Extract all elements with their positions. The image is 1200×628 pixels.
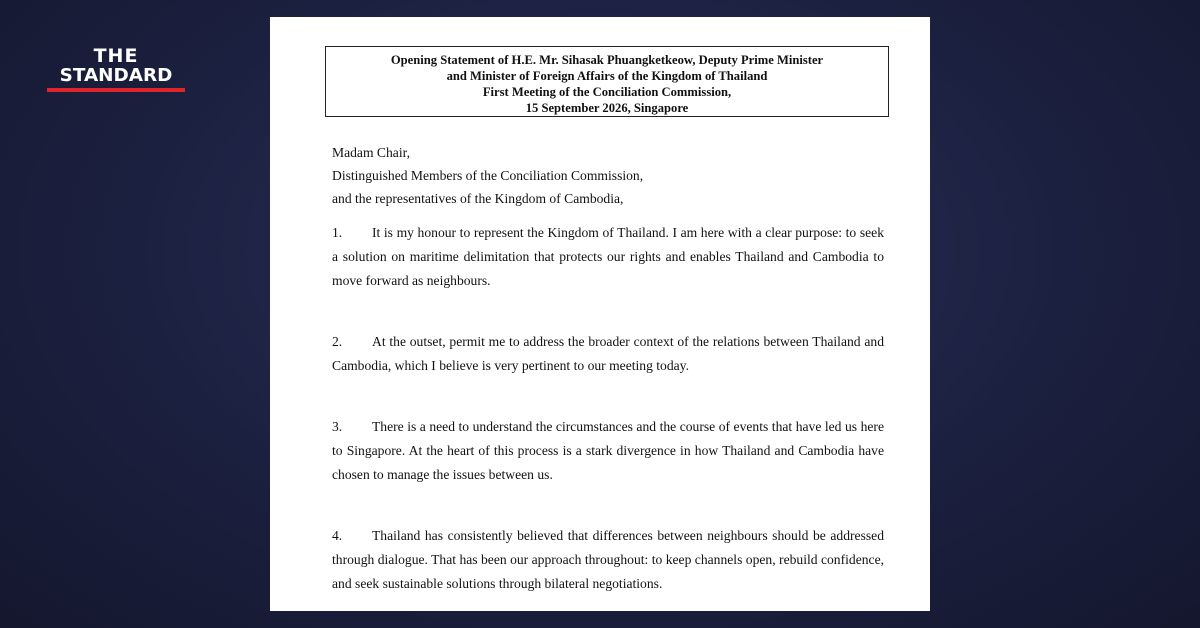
title-line-2: and Minister of Foreign Affairs of the Kingdom of Thailand <box>446 69 768 83</box>
salutation-line-3: and the representatives of the Kingdom of Cambodia, <box>332 191 624 206</box>
salutation-line-1: Madam Chair, <box>332 145 410 160</box>
paragraph-text: It is my honour to represent the Kingdom of Thailand. I am here with a clear purpose: to seek a solution on maritime delimitation that protects our rights and enables Thailand and Cambodia to move forward as neighbours. <box>332 225 884 288</box>
title-line-4: 15 September 2026, Singapore <box>525 101 689 115</box>
paragraph-number: 4. <box>332 528 343 543</box>
brand-logo-line1: THE <box>93 45 139 67</box>
document-page <box>270 17 930 611</box>
paragraph-2 <box>332 330 884 378</box>
paragraph-3 <box>332 415 884 487</box>
paragraph-text: There is a need to understand the circumstances and the course of events that have led us here to Singapore. At the heart of this process is a stark divergence in how Thailand and Cambodia have chosen to manage the issues between us. <box>332 419 884 482</box>
brand-logo <box>47 47 185 92</box>
paragraph-number: 2. <box>332 334 343 349</box>
salutation-block <box>332 141 643 210</box>
brand-logo-line2: STANDARD <box>59 65 173 86</box>
title-line-3: First Meeting of the Conciliation Commission, <box>482 85 732 99</box>
paragraph-text: Thailand has consistently believed that differences between neighbours should be addressed through dialogue. That has been our approach throughout: to keep channels open, rebuild confidence, and seek sustainable solutions through bilateral negotiations. <box>332 528 884 591</box>
brand-logo-underline <box>47 88 185 92</box>
salutation-line-2: Distinguished Members of the Conciliation Commission, <box>332 168 644 183</box>
paragraph-text: At the outset, permit me to address the broader context of the relations between Thailand and Cambodia, which I believe is very pertinent to our meeting today. <box>332 334 884 373</box>
paragraph-number: 3. <box>332 419 343 434</box>
paragraph-1 <box>332 221 884 293</box>
title-line-1: Opening Statement of H.E. Mr. Sihasak Phuangketkeow, Deputy Prime Minister <box>390 53 824 67</box>
paragraph-4 <box>332 524 884 596</box>
document-title-box <box>325 46 889 117</box>
paragraph-number: 1. <box>332 225 343 240</box>
